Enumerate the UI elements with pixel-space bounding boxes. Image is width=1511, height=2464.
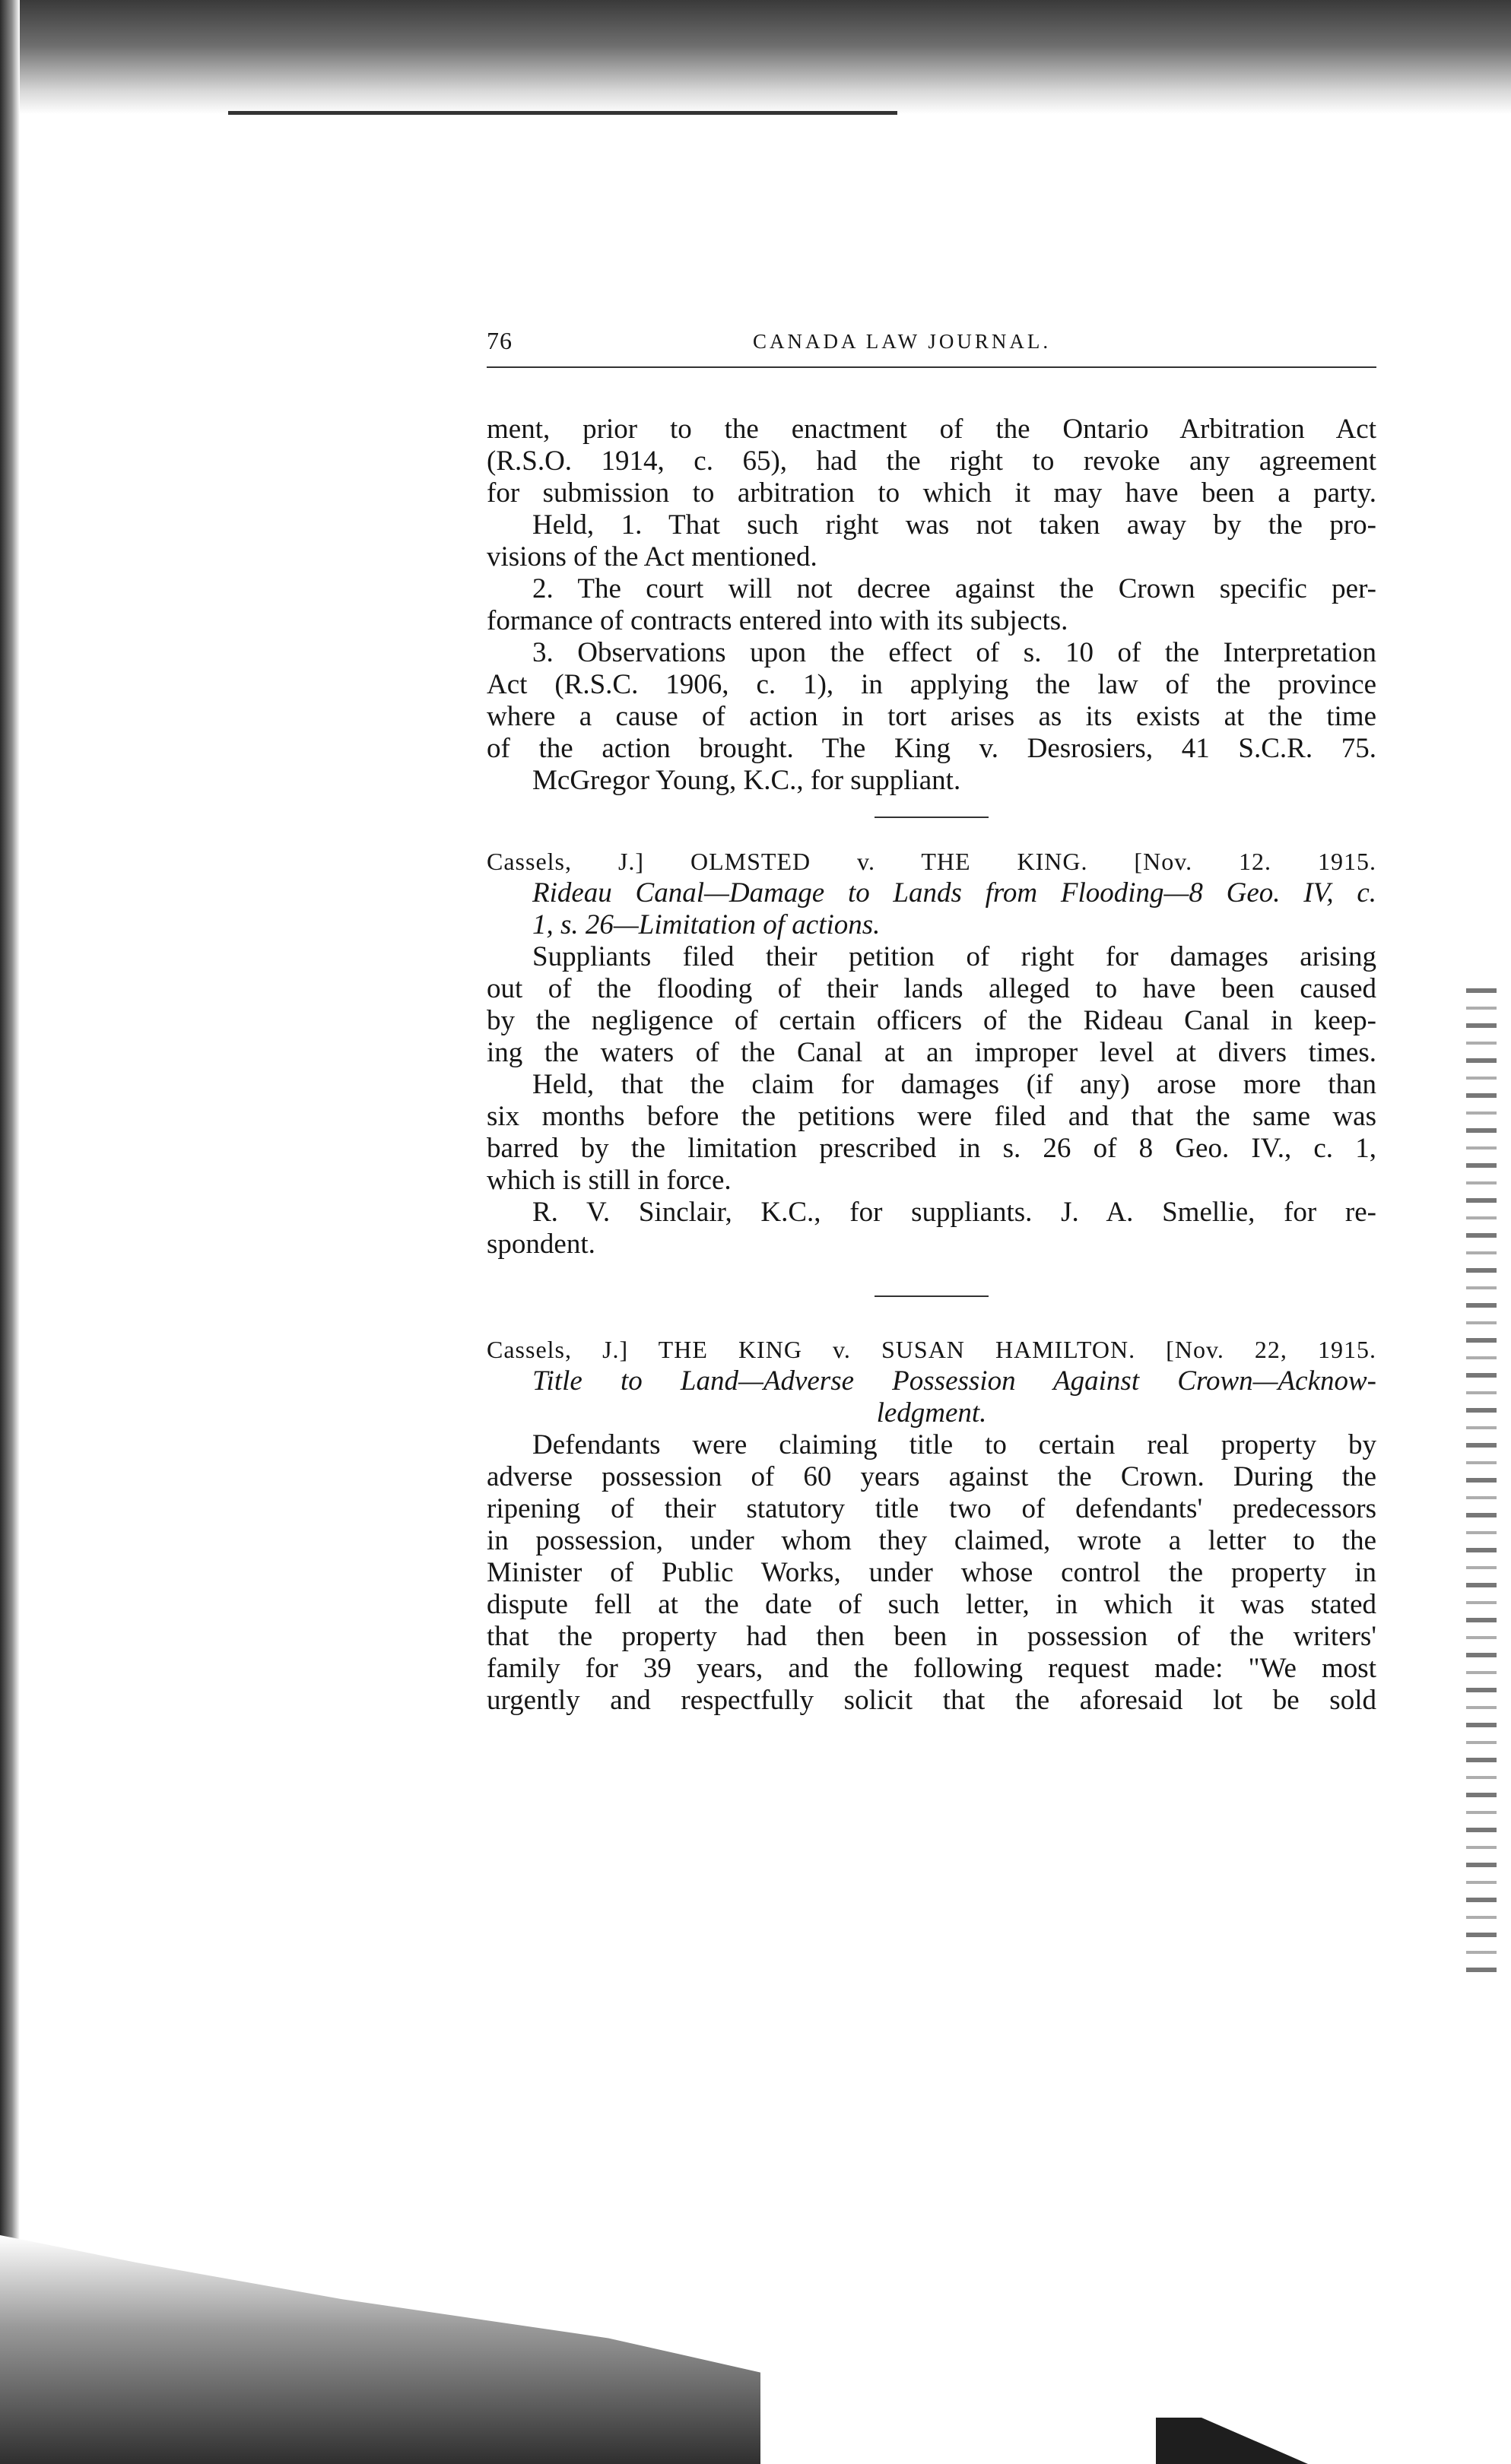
text-line: (R.S.O. 1914, c. 65), had the right to revoke any agreement xyxy=(487,446,1376,477)
page-header xyxy=(487,319,1384,357)
text-line: by the negligence of certain officers of the Rideau Canal in keep- xyxy=(487,1005,1376,1036)
section-rule xyxy=(875,1295,989,1297)
journal-page xyxy=(487,319,1384,1716)
text-line: 3. Observations upon the effect of s. 10 of the Interpretation xyxy=(532,637,1376,668)
case-headnote: Rideau Canal—Damage to Lands from Flooding—8 Geo. IV, c. xyxy=(532,877,1376,909)
text-line: formance of contracts entered into with its subjects. xyxy=(487,605,1068,636)
header-rule xyxy=(487,366,1376,368)
text-line: ripening of their statutory title two of defendants' predecessors xyxy=(487,1493,1376,1524)
scan-top-shadow xyxy=(0,0,1511,114)
text-line: of the action brought. The King v. Desrosiers, 41 S.C.R. 75. xyxy=(487,733,1376,764)
text-line: barred by the limitation prescribed in s. 26 of 8 Geo. IV., c. 1, xyxy=(487,1133,1376,1164)
text-line: McGregor Young, K.C., for suppliant. xyxy=(532,765,961,796)
text-line: spondent. xyxy=(487,1229,595,1260)
text-line: dispute fell at the date of such letter, in which it was stated xyxy=(487,1589,1376,1620)
text-line: Held, 1. That such right was not taken away by the pro- xyxy=(532,509,1376,541)
text-line: which is still in force. xyxy=(487,1165,732,1196)
text-line: for submission to arbitration to which it may have been a party. xyxy=(487,477,1376,509)
text-line: where a cause of action in tort arises as its exists at the time xyxy=(487,701,1376,732)
scan-bottom-mark xyxy=(1156,2418,1308,2464)
scan-bottom-shadow xyxy=(0,2235,760,2464)
text-line: ing the waters of the Canal at an improper level at divers times. xyxy=(487,1037,1376,1068)
text-line: urgently and respectfully solicit that the aforesaid lot be sold xyxy=(487,1685,1376,1716)
case-headnote: 1, s. 26—Limitation of actions. xyxy=(532,909,881,940)
text-line: 2. The court will not decree against the Crown specific per- xyxy=(532,573,1376,604)
text-line: Held, that the claim for damages (if any) arose more than xyxy=(532,1069,1376,1100)
scan-top-mark xyxy=(228,111,897,115)
text-line: six months before the petitions were filed and that the same was xyxy=(487,1101,1376,1132)
running-title: CANADA LAW JOURNAL. xyxy=(753,330,1052,353)
page-number: 76 xyxy=(487,327,513,354)
text-line: in possession, under whom they claimed, wrote a letter to the xyxy=(487,1525,1376,1556)
text-line: that the property had then been in possession of the writers' xyxy=(487,1621,1376,1652)
text-line: adverse possession of 60 years against the Crown. During the xyxy=(487,1461,1376,1492)
page-body xyxy=(487,414,1376,1717)
text-line: R. V. Sinclair, K.C., for suppliants. J. A. Smellie, for re- xyxy=(532,1197,1376,1228)
text-line: Defendants were claiming title to certain real property by xyxy=(532,1429,1376,1460)
section-rule xyxy=(875,817,989,818)
text-line: Minister of Public Works, under whose control the property in xyxy=(487,1557,1376,1588)
text-line: ment, prior to the enactment of the Ontario Arbitration Act xyxy=(487,414,1376,445)
case-caption: Cassels, J.] THE KING v. SUSAN HAMILTON. [Nov. 22, 1915. xyxy=(487,1336,1376,1363)
scan-left-edge xyxy=(0,0,20,2464)
text-line: Act (R.S.C. 1906, c. 1), in applying the law of the province xyxy=(487,669,1376,700)
text-line: out of the flooding of their lands alleged to have been caused xyxy=(487,973,1376,1004)
text-line: visions of the Act mentioned. xyxy=(487,541,817,572)
case-caption: Cassels, J.] OLMSTED v. THE KING. [Nov. 12. 1915. xyxy=(487,848,1376,875)
case-headnote: ledgment. xyxy=(876,1397,987,1429)
case-headnote: Title to Land—Adverse Possession Against Crown—Acknow- xyxy=(532,1365,1376,1397)
text-line: family for 39 years, and the following request made: "We most xyxy=(487,1653,1376,1684)
text-line: Suppliants filed their petition of right for damages arising xyxy=(532,941,1376,972)
scan-right-edge xyxy=(1466,988,1497,1977)
